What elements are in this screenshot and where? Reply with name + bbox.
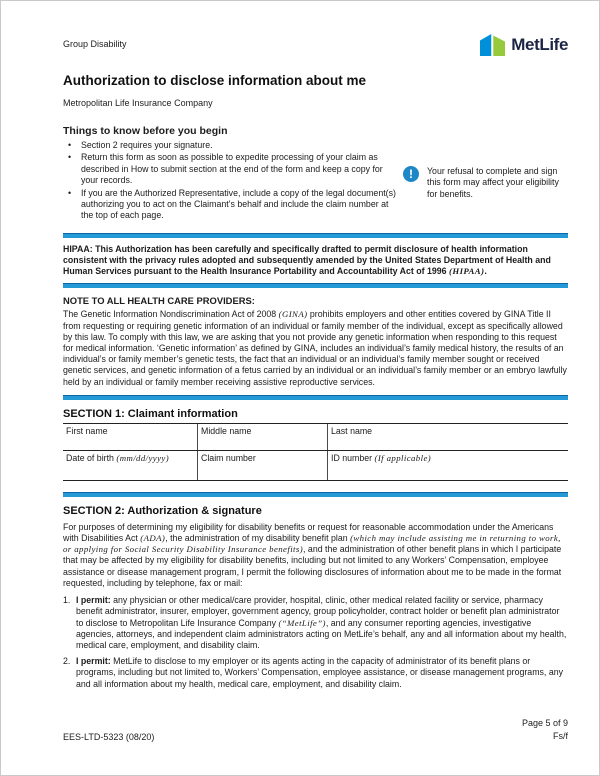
id-number-field[interactable]	[328, 451, 568, 480]
last-name-field[interactable]	[328, 424, 568, 450]
company-name: Metropolitan Life Insurance Company	[63, 98, 213, 108]
permit-text: MetLife to disclose to my employer or its agents acting in the capacity of administrator of its benefit plans or programs, including but not limited to, Workers’ Compensation, employee assistance, or disease management programs, any and all information about my health, medical care, employment, and disability claim.	[76, 656, 563, 689]
page-title: Authorization to disclose information about me	[63, 73, 367, 88]
metlife-term: (“MetLife”)	[278, 617, 326, 628]
list-item: • Return this form as soon as possible to expedite processing of your claim as described in How to submit section at the end of the form and keep a copy for your records.	[63, 152, 397, 186]
list-item: • Section 2 requires your signature.	[63, 140, 397, 151]
item-number: 1.	[63, 595, 71, 606]
date-of-birth-label: Date of birth	[66, 452, 117, 463]
things-to-know-heading: Things to know before you begin	[63, 125, 228, 137]
metlife-wordmark: MetLife	[511, 35, 568, 54]
first-name-label: First name	[66, 425, 108, 436]
authorization-text: , and the administration of other benefit plans in which I participate that may be affected by my eligibility for disability benefits, including but not limited to any Workers’ Compensation, employee assistance or disease management program, I permit the following disclosures of information about me to be made in the format requested, including by telephone, fax or mail:	[63, 544, 562, 588]
date-format-hint: (mm/dd/yyyy)	[116, 452, 170, 463]
hipaa-notice-text: HIPAA: This Authorization has been carefully and specifically drafted to permit disclosure of health information consistent with the privacy rules adopted and subsequently amended by the United States Department of Health and Human Services pursuant to the Health Insurance Portability and Accountability Act of 1996	[63, 243, 551, 277]
last-name-label: Last name	[331, 425, 373, 436]
claim-number-label: Claim number	[201, 452, 256, 463]
table-row	[63, 451, 568, 480]
plan-clause: (which may include assisting me in returning to work, or applying for Social Security Disability Insurance benefits)	[63, 533, 561, 555]
list-item	[63, 656, 568, 690]
middle-name-field[interactable]	[198, 424, 328, 450]
gina-paragraph	[63, 309, 568, 387]
things-to-know	[63, 125, 397, 222]
hipaa-period: .	[484, 266, 487, 277]
section-divider-bar	[63, 492, 568, 497]
refusal-callout	[403, 166, 565, 200]
metlife-logo-icon	[480, 34, 505, 56]
refusal-callout-text: Your refusal to complete and sign this form may affect your eligibility for benefits.	[427, 166, 559, 199]
section-divider-bar	[63, 395, 568, 400]
gina-text: prohibits employers and other entities covered by GINA Title II from requesting or requiring genetic information of an individual or family member of the individual, except as specifically allowed by this law. To comply with this law, we are asking that you not provide any genetic information when responding to this request for medical information. ‘Genetic information’ as defined by GINA, includes an individual’s family medical history, the results of an individual’s or family member’s genetic tests, the fact that an individual or an individual’s family member sought or received genetic services, and genetic information of a fetus carried by an individual or an individual’s family member or an embryo lawfully held by an individual or family member receiving assistive reproductive services.	[63, 309, 567, 387]
section-divider-bar	[63, 233, 568, 238]
claimant-info-table	[63, 423, 568, 481]
metlife-logo	[480, 34, 568, 56]
section-divider-bar	[63, 283, 568, 288]
product-line-label: Group Disability	[63, 39, 127, 49]
ada-term: (ADA)	[140, 533, 166, 544]
intro-block	[63, 125, 568, 222]
item-number: 2.	[63, 656, 71, 667]
authorization-text: For purposes of determining my eligibility for disability benefits or request for reasonable accommodation under the Americans with Disabilities Act	[63, 521, 554, 544]
form-code: EES-LTD-5323 (08/20)	[63, 732, 155, 742]
first-name-field[interactable]	[63, 424, 198, 450]
table-row	[63, 424, 568, 451]
alert-icon: !	[403, 166, 419, 182]
middle-name-label: Middle name	[201, 425, 252, 436]
gina-term: (GINA)	[278, 309, 308, 320]
date-of-birth-field[interactable]	[63, 451, 198, 480]
list-item	[63, 595, 568, 651]
claim-number-field[interactable]	[198, 451, 328, 480]
hipaa-notice	[63, 244, 568, 278]
id-applicable-hint: (If applicable)	[374, 452, 432, 463]
page-number: Page 5 of 9	[521, 718, 568, 728]
page-header	[63, 34, 568, 56]
permit-lead: I permit:	[76, 656, 111, 667]
providers-note-heading: NOTE TO ALL HEALTH CARE PROVIDERS:	[63, 295, 255, 307]
permit-text: , and any consumer reporting agencies, investigative agencies, attorneys, and independent claim administrators acting on MetLife’s behalf, any and all information about my health, medical care, employment, and disability claim.	[76, 617, 567, 650]
section2-heading: SECTION 2: Authorization & signature	[63, 504, 262, 517]
authorization-intro	[63, 522, 568, 589]
permit-lead: I permit:	[76, 595, 111, 606]
things-to-know-list	[63, 140, 397, 222]
list-item: • If you are the Authorized Representative, include a copy of the legal document(s) authorizing you to act on the Claimant’s behalf and include the claim number at the top of each page.	[63, 188, 397, 222]
section1-heading: SECTION 1: Claimant information	[63, 407, 238, 420]
authorization-text: , the administration of my disability benefit plan	[165, 533, 351, 544]
permit-text: any physician or other medical/care provider, hospital, clinic, other medical related facility or service, pharmacy benefit administrator, insurer, employer, government agency, group policyholder, contract holder or benefit plan administrator to disclose to Metropolitan Life Insurance Company	[76, 595, 560, 628]
hipaa-term: (HIPAA)	[449, 266, 485, 277]
doc-code: Fs/f	[553, 730, 568, 741]
id-number-label: ID number	[331, 452, 375, 463]
permissions-list	[63, 595, 568, 690]
page-footer	[63, 717, 568, 742]
gina-text: The Genetic Information Nondiscrimination Act of 2008	[63, 309, 279, 320]
